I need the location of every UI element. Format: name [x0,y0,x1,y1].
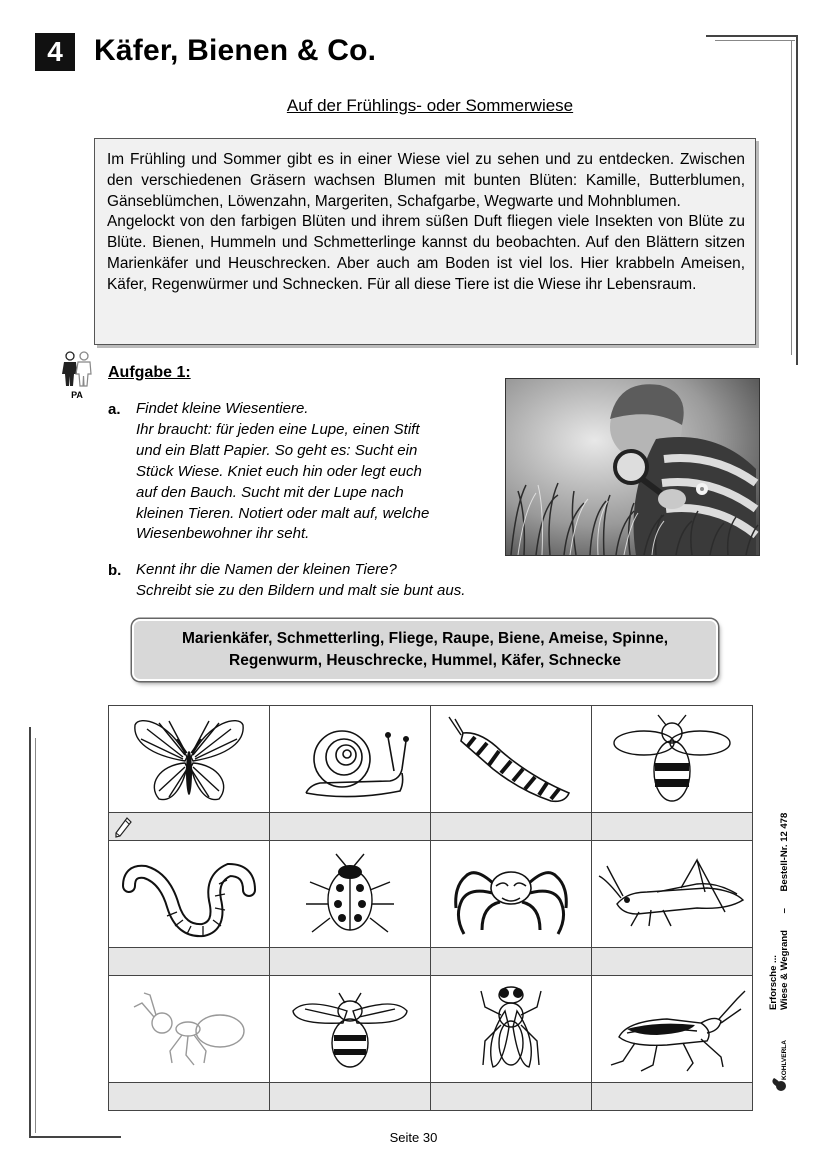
task-heading: Aufgabe 1: [108,364,191,381]
frame-line-left-inner [35,738,36,1133]
task-a-line: und ein Blatt Papier. So geht es: Sucht ein [136,441,418,459]
grid-cell [270,706,431,813]
answer-cell[interactable] [431,813,592,841]
task-a-letter: a. [108,401,121,418]
grid-cell [431,841,592,948]
answer-cell[interactable] [270,1083,431,1111]
chapter-number: 4 [47,36,63,67]
grid-cell [270,976,431,1083]
answer-cell[interactable] [431,1083,592,1111]
frame-line-top-right [706,35,796,37]
grid-cell [270,841,431,948]
answer-cell[interactable] [592,1083,753,1111]
grid-cell [109,706,270,813]
task-b-line: Kennt ihr die Namen der kleinen Tiere? [136,561,397,578]
intro-paragraph: Im Frühling und Sommer gibt es in einer Wiese viel zu sehen und zu entdecken. Zwischen den verschiedenen Gräsern wachsen Blumen mit bunten Blüten: Kamille, Butterblumen, Gänseblümchen, Löwenzahn, Margeriten, Schafgarbe, Wegwarte und Mohnblumen. [107,151,745,210]
task-a-line: kleinen Tieren. Notiert oder malt auf, welche [136,504,430,522]
answer-cell[interactable] [109,1083,270,1111]
word-bank-box [132,619,718,681]
word-bank-line: Regenwurm, Heuschrecke, Hummel, Käfer, Schnecke [229,651,621,669]
answer-cell[interactable] [270,813,431,841]
series-subtitle: Wiese & Wegrand [779,930,790,1010]
grid-cell [431,706,592,813]
task-a-line: auf den Bauch. Sucht mit der Lupe nach [136,483,404,501]
partner-work-icon [58,348,96,400]
answer-cell[interactable] [431,948,592,976]
child-magnifier-photo [505,378,760,556]
answer-cell[interactable] [270,948,431,976]
earthworm-icon [119,846,259,942]
frame-line-right [796,35,798,365]
butterfly-icon [129,711,249,807]
fly-icon [451,981,571,1077]
task-a-line: Findet kleine Wiesentiere. [136,400,309,417]
side-separator: – [779,908,790,914]
grid-cell [592,706,753,813]
chapter-number-box [35,33,75,71]
grid-cell [592,841,753,948]
snail-icon [290,711,410,807]
task-b-line: Schreibt sie zu den Bildern und malt sie bunt aus. [136,581,466,599]
grid-cell [109,841,270,948]
partner-work-label: PA [71,390,83,400]
task-a-text [136,399,486,545]
side-info [768,720,804,1010]
bumblebee-icon [285,981,415,1077]
task-a-line: Stück Wiese. Kniet euch hin oder legt euch [136,462,422,480]
intro-paragraph: Angelockt von den farbigen Blüten und ihrem süßen Duft fliegen viele Insekten von Blüte zu Blüte. Bienen, Hummeln und Schmetterlinge kannst du beobachten. Auf den Blättern sitzen Marienkäfer und Heuschrecken. Aber auch am Boden ist viel los. Hier krabbeln Ameisen, Käfer, Regenwürmer und Schnecken. Für all diese Tiere ist die Wiese ihr Lebensraum. [107,213,745,293]
insect-grid [108,705,753,1111]
section-title: Auf der Frühlings- oder Sommerwiese [286,96,574,115]
grid-cell [109,976,270,1083]
grid-cell [431,976,592,1083]
beetle-icon [597,981,747,1077]
grasshopper-icon [597,846,747,942]
frame-line-left [29,727,31,1137]
answer-cell[interactable] [109,813,270,841]
publisher-logo [770,1040,792,1097]
series-title: Erforsche ... [768,955,779,1010]
task-a-line: Wiesenbewohner ihr seht. [136,525,310,543]
frame-line-top-right-inner [715,40,795,41]
answer-cell[interactable] [592,948,753,976]
answer-cell[interactable] [592,813,753,841]
order-number: Bestell-Nr. 12 478 [779,812,790,892]
answer-cell[interactable] [109,948,270,976]
word-bank-line: Marienkäfer, Schmetterling, Fliege, Raupe, Biene, Ameise, Spinne, [181,630,669,647]
frame-line-right-inner [791,40,792,355]
pencil-icon [113,816,133,840]
task-b-text [136,560,556,602]
caterpillar-icon [441,711,581,807]
intro-text-box [94,138,756,345]
publisher-name: KOHLVERLAG [781,1040,788,1080]
bee-icon [602,711,742,807]
task-b-letter: b. [108,562,122,579]
ant-icon [124,981,254,1077]
grid-cell [592,976,753,1083]
spider-icon [446,846,576,942]
task-a-line: Ihr braucht: für jeden eine Lupe, einen Stift [136,420,420,438]
ladybug-icon [290,846,410,942]
page-number: Seite 30 [389,1130,438,1145]
page-title: Käfer, Bienen & Co. [94,34,377,67]
